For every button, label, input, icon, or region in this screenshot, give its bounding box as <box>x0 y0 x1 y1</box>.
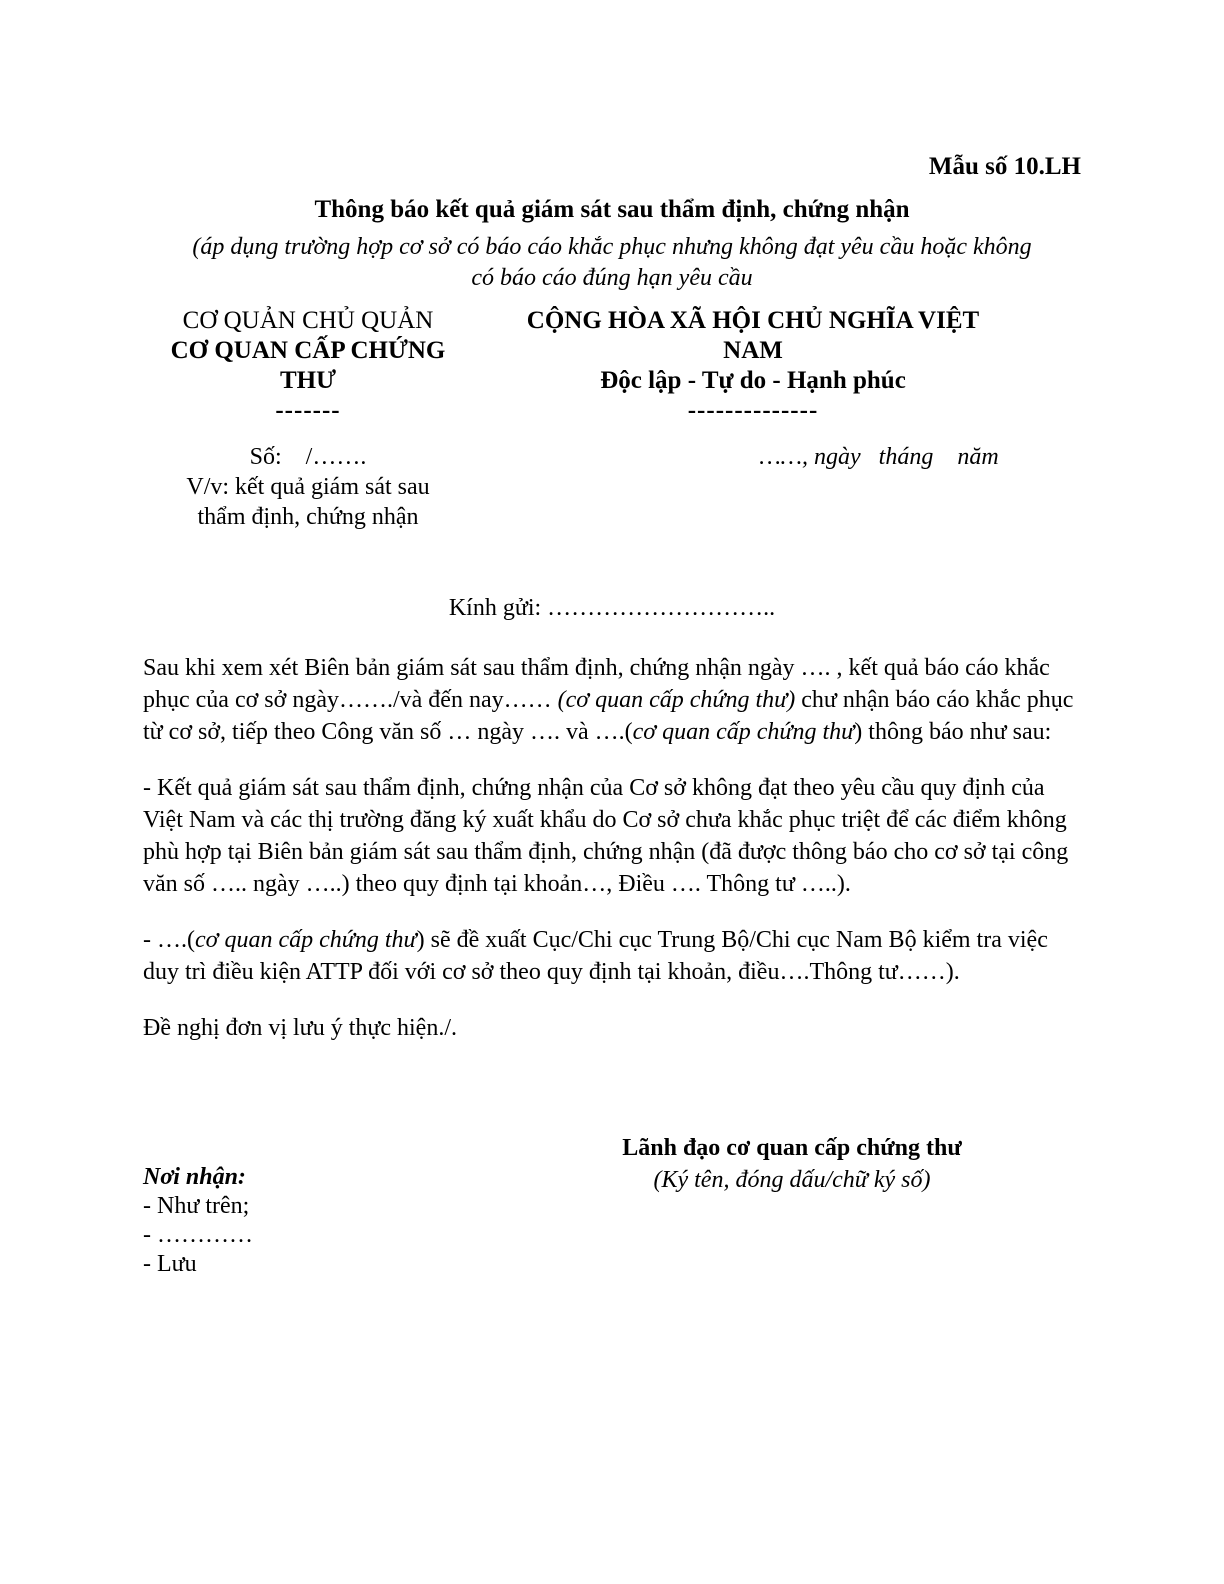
letterhead <box>143 306 1081 532</box>
paragraph-3-seg-3: ) sẽ đề xuất Cục/Chi cục Trung Bộ/Chi cục Nam Bộ kiểm tra việc duy trì điều kiện ATTP đối với cơ sở theo quy định tại khoản, điều….Thông tư……). <box>143 927 1048 985</box>
recipient-item-3: - Lưu <box>143 1251 197 1277</box>
org-parent-name: CƠ QUẢN CHỦ QUẢN <box>182 307 434 334</box>
doc-subject-line-1: V/v: kết quả giám sát sau <box>186 474 430 500</box>
paragraph-3-seg-1: - ….( <box>143 927 195 953</box>
issuing-org-block <box>143 306 473 532</box>
paragraph-4: Đề nghị đơn vị lưu ý thực hiện./. <box>143 1015 458 1041</box>
signature-note: (Ký tên, đóng dấu/chữ ký số) <box>653 1167 931 1193</box>
national-name-line-2: NAM <box>723 337 783 364</box>
doc-subject-line-2: thẩm định, chứng nhận <box>197 504 419 530</box>
doc-number-line: Số: /……. <box>249 444 367 470</box>
footer <box>143 1132 1081 1279</box>
national-motto: Độc lập - Tự do - Hạnh phúc <box>600 367 906 394</box>
recipients-label: Nơi nhận: <box>143 1164 246 1190</box>
doc-subtitle-line-1: (áp dụng trường hợp cơ sở có báo cáo khắc phục nhưng không đạt yêu cầu hoặc không <box>192 234 1032 260</box>
form-number: Mẫu số 10.LH <box>928 153 1081 180</box>
paragraph-1-seg-5: ) thông báo như sau: <box>854 719 1052 745</box>
org-name-line-2: THƯ <box>279 367 337 394</box>
doc-subtitle-line-2: có báo cáo đúng hạn yêu cầu <box>471 265 753 291</box>
paragraph-1 <box>143 652 1081 748</box>
paragraph-3 <box>143 924 1081 988</box>
doc-title: Thông báo kết quả giám sát sau thẩm định, chứng nhận <box>314 196 910 223</box>
org-divider: ------- <box>275 397 341 424</box>
paragraph-3-issuer-ref: cơ quan cấp chứng thư <box>194 927 417 953</box>
recipient-item-2: - ………… <box>143 1222 253 1248</box>
signature-block <box>503 1132 1081 1279</box>
salutation: Kính gửi: ……………………….. <box>448 595 776 621</box>
recipients-block <box>143 1162 503 1279</box>
paragraph-1-seg-3: chư nhận báo cáo khắc phục từ cơ sở, tiếp theo Công văn số … ngày …. và ….( <box>143 687 1074 745</box>
doc-subtitle <box>143 232 1081 294</box>
recipient-item-1: - Như trên; <box>143 1193 250 1219</box>
org-name-line-1: CƠ QUAN CẤP CHỨNG <box>170 337 446 364</box>
national-divider: -------------- <box>687 397 819 424</box>
paragraph-1-issuer-ref-1: (cơ quan cấp chứng thư) <box>557 687 796 713</box>
date-line: ……, ngày tháng năm <box>759 444 999 470</box>
national-header-block <box>473 306 1033 532</box>
paragraph-1-seg-1: Sau khi xem xét Biên bản giám sát sau thẩm định, chứng nhận ngày …. , kết quả báo cáo khắc phục của cơ sở ngày……./và đến nay…… <box>143 655 1050 713</box>
paragraph-1-issuer-ref-2: cơ quan cấp chứng thư <box>632 719 855 745</box>
paragraph-2: - Kết quả giám sát sau thẩm định, chứng nhận của Cơ sở không đạt theo yêu cầu quy định của Việt Nam và các thị trường đăng ký xuất khẩu do Cơ sở chưa khắc phục triệt để các điểm không phù hợp tại Biên bản giám sát sau thẩm định, chứng nhận (đã được thông báo cho cơ sở tại công văn số ….. ngày …..) theo quy định tại khoản…, Điều …. Thông tư …..). <box>143 775 1069 897</box>
signature-title: Lãnh đạo cơ quan cấp chứng thư <box>622 1135 962 1161</box>
national-name-line-1: CỘNG HÒA XÃ HỘI CHỦ NGHĨA VIỆT <box>526 307 980 334</box>
